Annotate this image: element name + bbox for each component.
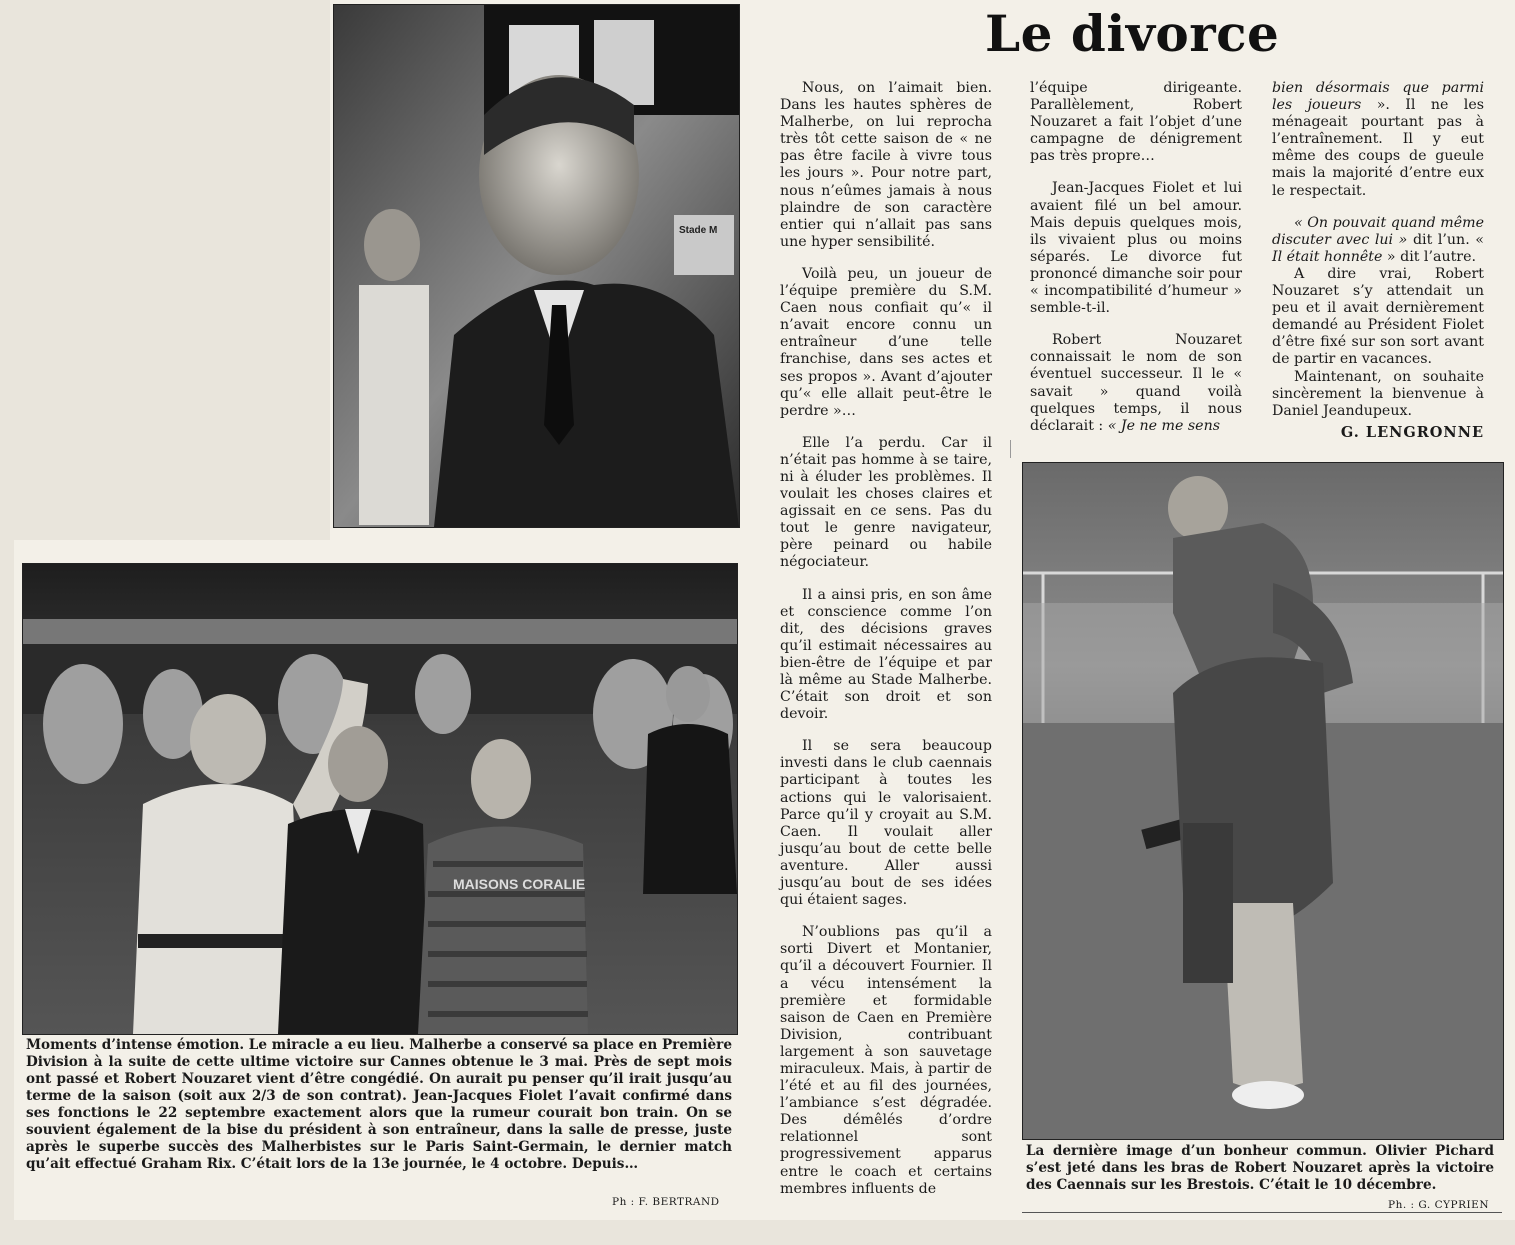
article-column-2 [1030, 80, 1242, 450]
article-paragraph: l’équipe dirigeante. Parallèlement, Robert Nouzaret a fait l’objet d’une campagne de dénigrement pas très propre… [1030, 80, 1242, 165]
portrait-photo [333, 4, 740, 528]
hug-photo-credit: Ph. : G. CYPRIEN [1388, 1199, 1490, 1211]
paragraph-text: Robert Nouzaret connaissait le nom de son éventuel successeur. Il le « savait » quand voilà quelques temps, il nous déclarait : [1030, 332, 1242, 434]
article-paragraph: N’oublions pas qu’il a sorti Divert et Montanier, qu’il a découvert Fournier. Il a vécu intensément la première et formidable saison de Caen en Première Division, contribuant largement à son sauvetage miraculeux. Mais, à partir de l’été et au fil des journées, l’ambiance s’est dégradée. Des démêlés d’ordre relationnel sont progressivement apparus entre le coach et certains membres influents de [780, 924, 992, 1197]
article-headline: Le divorce [985, 4, 1280, 63]
paragraph-text: ». Il ne les ménageait pourtant pas à l’entraînement. Il y eut même des coups de gueule mais la majorité d’entre eux le respectait. [1272, 97, 1484, 199]
stade-sign-text: Stade M [679, 225, 718, 236]
match-photo-credit: Ph : F. BERTRAND [612, 1196, 720, 1208]
column-rule [1010, 440, 1011, 458]
article-paragraph [1030, 332, 1242, 435]
article-paragraph: Voilà peu, un joueur de l’équipe première du S.M. Caen nous confiait qu’« il n’avait encore connu un entraîneur d’une telle franchise, dans ses actes et ses propos ». Avant d’ajouter qu’« elle allait peut-être le perdre »… [780, 265, 992, 419]
caption-rule [1022, 1212, 1502, 1213]
quote-text: « On pouvait quand même discuter avec lui » [1272, 214, 1484, 248]
match-photo-caption: Moments d’intense émotion. Le miracle a eu lieu. Malherbe a conservé sa place en Première Division à la suite de cette ultime victoire sur Cannes obtenue le 3 mai. Près de sept mois ont passé et Robert Nouzaret vient d’être congédié. On aurait pu penser qu’il irait jusqu’au terme de la saison (soit aux 2/3 de son contrat). Jean-Jacques Fiolet l’avait confirmé dans ses fonctions le 22 septembre exactement alors que la rumeur courait bon train. On se souvient également de la bise du président à son entraîneur, dans la salle de presse, juste après le superbe succès des Malherbistes sur le Paris Saint-Germain, le dernier match qu’ait effectué Graham Rix. C’était lors de la 13e journée, le 4 octobre. Depuis… [26, 1037, 732, 1172]
article-paragraph: Maintenant, on souhaite sincèrement la bienvenue à Daniel Jeandupeux. [1272, 368, 1484, 419]
article-paragraph: Il a ainsi pris, en son âme et conscience comme l’on dit, des décisions graves qu’il estimait nécessaires au bien-être de l’équipe et par là même au Stade Malherbe. C’était son droit et son devoir. [780, 586, 992, 723]
quote-text: bien désormais que parmi les joueurs [1272, 80, 1484, 114]
article-paragraph: Elle l’a perdu. Car il n’était pas homme à se taire, ni à éluder les problèmes. Il voulait les choses claires et agissait en ce sens. Pas du tout le genre navigateur, père peinard ou habile négociateur. [780, 434, 992, 571]
jersey-text: MAISONS CORALIE [453, 876, 586, 892]
article-paragraph: A dire vrai, Robert Nouzaret s’y attendait un peu et il avait dernièrement demandé au Président Fiolet d’être fixé sur son sort avant de partir en vacances. [1272, 265, 1484, 368]
quote-text: « Je ne me sens [1107, 417, 1220, 434]
article-column-1 [780, 80, 992, 1213]
article-paragraph: Il se sera beaucoup investi dans le club caennais participant à toutes les actions qui le valorisaient. Parce qu’il y croyait au S.M. Caen. Il voulait aller jusqu’au bout de cette belle aventure. Aller aussi jusqu’au bout de ses idées qui étaient sages. [780, 738, 992, 909]
paragraph-text: dit l’un. « [1407, 231, 1484, 248]
hug-photo-caption: La dernière image d’un bonheur commun. Olivier Pichard s’est jeté dans les bras de Robert Nouzaret après la victoire des Caennais sur les Brestois. C’était le 10 décembre. [1026, 1143, 1494, 1193]
paragraph-text: » dit l’autre. [1382, 248, 1476, 265]
article-column-3 [1272, 80, 1484, 441]
article-byline: G. LENGRONNE [1340, 423, 1484, 441]
article-paragraph: Nous, on l’aimait bien. Dans les hautes sphères de Malherbe, on lui reprocha très tôt cette saison de « ne pas être facile à vivre tous les jours ». Pour notre part, nous n’eûmes jamais à nous plaindre de son caractère entier qui n’allait pas sans une hyper sensibilité. [780, 80, 992, 250]
article-paragraph [1272, 215, 1484, 266]
match-photo [22, 563, 738, 1035]
hug-photo [1022, 462, 1504, 1140]
quote-text: Il était honnête [1272, 248, 1383, 265]
article-paragraph: Jean-Jacques Fiolet et lui avaient filé un bel amour. Mais depuis quelques mois, ils vivaient plus ou moins séparés. Le divorce fut prononcé dimanche soir pour « incompatibilité d’humeur » semble-t-il. [1030, 180, 1242, 317]
article-paragraph [1272, 80, 1484, 200]
